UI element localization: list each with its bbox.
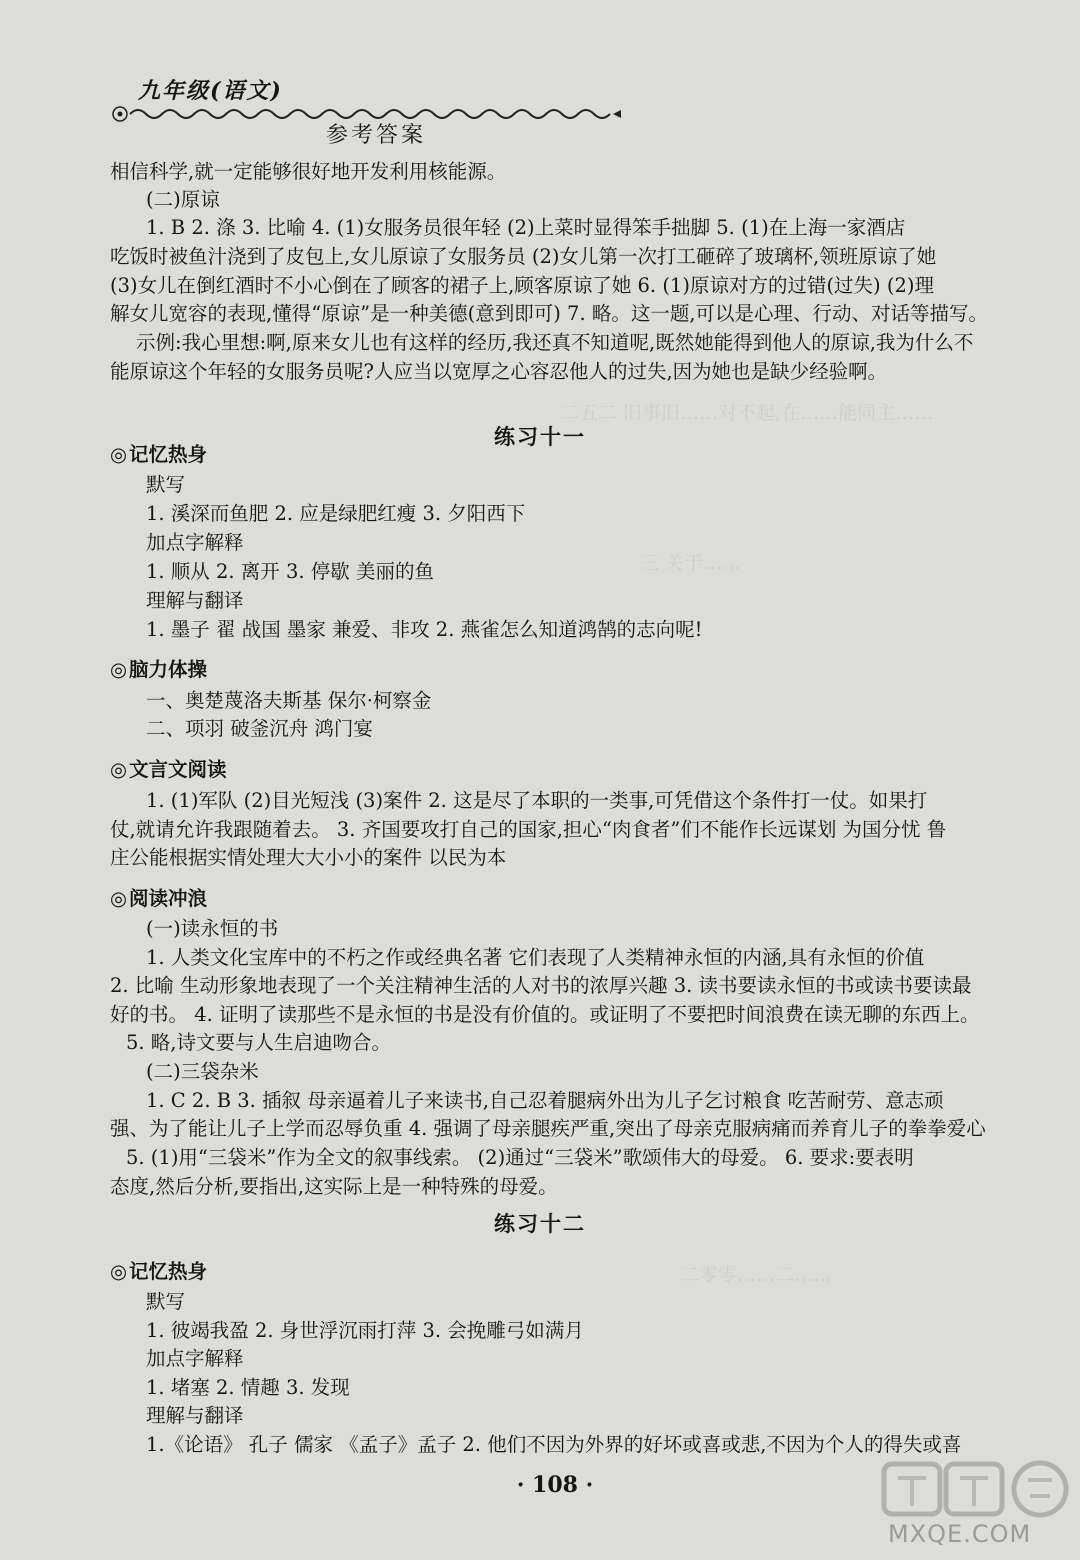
text-line: 1. 堵塞 2. 情趣 3. 发现	[146, 1376, 350, 1399]
section-heading	[110, 884, 207, 914]
exercise-title: 练习十二	[494, 1212, 586, 1236]
text-line: (3)女儿在倒红酒时不小心倒在了顾客的裙子上,顾客原谅了她 6. (1)原谅对方的过错(过失) (2)理	[110, 274, 934, 297]
section-heading	[110, 755, 227, 785]
section-heading	[110, 1257, 207, 1287]
section-heading-label: 脑力体操	[129, 658, 208, 681]
text-line: 庄公能根据实情处理大大小小的案件 以民为本	[110, 846, 507, 869]
bullet-icon: ◎	[110, 443, 128, 466]
section-title: 参考答案	[326, 123, 427, 148]
text-line: 解女儿宽容的表现,懂得“原谅”是一种美德(意到即可) 7. 略。这一题,可以是心理、行动、对话等描写。	[110, 302, 989, 325]
grade-label: 九年级(语文)	[138, 78, 283, 104]
section-heading-label: 阅读冲浪	[129, 887, 208, 910]
text-line: 强、为了能让儿子上学而忍辱负重 4. 强调了母亲腿疾严重,突出了母亲克服病痛而养育儿子的拳拳爱心	[110, 1117, 986, 1140]
exercise-title: 练习十一	[494, 425, 586, 449]
section-heading-label: 记忆热身	[129, 1260, 208, 1283]
sub-label: 加点字解释	[146, 1347, 244, 1370]
sub-label: 理解与翻译	[146, 1404, 244, 1427]
sub-label: 加点字解释	[146, 531, 244, 554]
text-line: 态度,然后分析,要指出,这实际上是一种特殊的母爱。	[110, 1175, 558, 1198]
text-line: 示例:我心里想:啊,原来女儿也有这样的经历,我还真不知道呢,既然她能得到他人的原谅,我为什么不	[136, 331, 974, 354]
watermark-text: MXQE.COM	[888, 1520, 1032, 1548]
bullet-icon: ◎	[110, 658, 128, 681]
text-line: 1. 彼竭我盈 2. 身世浮沉雨打萍 3. 会挽雕弓如满月	[146, 1319, 584, 1342]
page-header	[108, 72, 628, 152]
text-line: 仗,就请允许我跟随着去。 3. 齐国要攻打自己的国家,担心“肉食者”们不能作长远谋划 为国分忧 鲁	[110, 818, 947, 841]
text-line: 1. 墨子 翟 战国 墨家 兼爱、非攻 2. 燕雀怎么知道鸿鹄的志向呢!	[146, 618, 703, 641]
text-line: 5. 略,诗文要与人生启迪吻合。	[126, 1031, 392, 1054]
text-line: 5. (1)用“三袋米”作为全文的叙事线索。 (2)通过“三袋米”歌颂伟大的母爱。 6. 要求:要表明	[126, 1146, 914, 1169]
text-line: 二、项羽 破釜沉舟 鸿门宴	[146, 717, 373, 740]
bullet-icon: ◎	[110, 887, 128, 910]
section-heading	[110, 655, 207, 685]
subsection-title: (二)原谅	[146, 188, 220, 211]
sub-label: 默写	[146, 473, 186, 496]
text-line: 1. 顺从 2. 离开 3. 停歇 美丽的鱼	[146, 560, 435, 583]
text-line: 1. C 2. B 3. 插叙 母亲逼着儿子来读书,自己忍着腿病外出为儿子乞讨粮食 吃苦耐劳、意志顽	[146, 1089, 944, 1112]
sub-label: 默写	[146, 1290, 186, 1313]
text-line: 吃饭时被鱼汁浇到了皮包上,女儿原谅了女服务员 (2)女儿第一次打工砸碎了玻璃杯,领班原谅了她	[110, 245, 937, 268]
text-line: 一、奥楚蔑洛夫斯基 保尔·柯察金	[146, 689, 432, 712]
document-page: 二五二 旧事旧……对不起,在……能同主…… 三 关于…… 二零零……二…… 九年级(语文) 参考答案 相信科学,就一定能够很好地开发利用核能源。 (二)原谅 1. B 2. 涤 3. 比喻 4. (1)女服务员很年轻 (2)上菜时显得笨手拙脚 5. (1)在上海一家酒店 吃饭时被鱼汁浇到了皮包上,女儿原谅了女服务员 (2)女儿第一次打工砸碎了玻璃杯,领班原谅了她 (3)女儿在倒红酒时不小心倒在了顾客的裙子上,顾客原谅了她 6. (1)原谅对方的过错(过失) (2)理 解女儿宽容的表现,懂得“原谅”是一种美德(意到即可) 7. 略。这一题,可以是心理、行动、对话等描写。 示例:我心里想:啊,原来女儿也有这样的经历,我还真不知道呢,既然她能得到他人的原谅,我为什么不 能原谅这个年轻的女服务员呢?人应当以宽厚之心容忍他人的过失,因为她也是缺少经验啊。 练习十一 ◎ 记忆热身 默写 1. 溪深而鱼肥 2. 应是绿肥红瘦 3. 夕阳西下 加点字解释 1. 顺从 2. 离开 3. 停歇 美丽的鱼 理解与翻译 1. 墨子 翟 战国 墨家 兼爱、非攻 2. 燕雀怎么知道鸿鹄的志向呢! ◎ 脑力体操 一、奥楚蔑洛夫斯基 保尔·柯察金 二、项羽 破釜沉舟 鸿门宴 ◎ 文言文阅读 1. (1)军队 (2)目光短浅 (3)案件 2. 这是尽了本职的一类事,可凭借这个条件打一仗。如果打 仗,就请允许我跟随着去。 3. 齐国要攻打自己的国家,担心“肉食者”们不能作长远谋划 为国分忧 鲁 庄公能根据实情处理大大小小的案件 以民为本 ◎ 阅读冲浪 (一)读永恒的书 1. 人类文化宝库中的不朽之作或经典名著 它们表现了人类精神永恒的内涵,具有永恒的价值 2. 比喻 生动形象地表现了一个关注精神生活的人对书的浓厚兴趣 3. 读书要读永恒的书或读书要读最 好的书。 4. 证明了读那些不是永恒的书是没有价值的。或证明了不要把时间浪费在读无聊的东西上。 5. 略,诗文要与人生启迪吻合。 (二)三袋杂米 1. C 2. B 3. 插叙 母亲逼着儿子来读书,自己忍着腿病外出为儿子乞讨粮食 吃苦耐劳、意志顽 强、为了能让儿子上学而忍辱负重 4. 强调了母亲腿疾严重,突出了母亲克服病痛而养育儿子的拳拳爱心 5. (1)用“三袋米”作为全文的叙事线索。 (2)通过“三袋米”歌颂伟大的母爱。 6. 要求:要表明 态度,然后分析,要指出,这实际上是一种特殊的母爱。 练习十二 ◎ 记忆热身 默写 1. 彼竭我盈 2. 身世浮沉雨打萍 3. 会挽雕弓如满月 加点字解释 1. 堵塞 2. 情趣 3. 发现 理解与翻译 1.《论语》 孔子 儒家 《孟子》孟子 2. 他们不因为外界的好坏或喜或悲,不因为个人的得失或喜 · 108 · MXQE.COM	[0, 0, 1080, 1560]
text-line: 1. 人类文化宝库中的不朽之作或经典名著 它们表现了人类精神永恒的内涵,具有永恒的价值	[146, 946, 925, 969]
section-heading	[110, 440, 207, 470]
text-line: 1. B 2. 涤 3. 比喻 4. (1)女服务员很年轻 (2)上菜时显得笨手拙脚 5. (1)在上海一家酒店	[146, 216, 906, 239]
section-heading-label: 记忆热身	[129, 443, 208, 466]
text-line: 2. 比喻 生动形象地表现了一个关注精神生活的人对书的浓厚兴趣 3. 读书要读永恒的书或读书要读最	[110, 974, 972, 997]
text-line: 1.《论语》 孔子 儒家 《孟子》孟子 2. 他们不因为外界的好坏或喜或悲,不因为个人的得失或喜	[146, 1433, 962, 1456]
subsection-title: (一)读永恒的书	[146, 917, 279, 940]
text-line: 相信科学,就一定能够很好地开发利用核能源。	[110, 160, 507, 183]
subsection-title: (二)三袋杂米	[146, 1060, 259, 1083]
text-line: 好的书。 4. 证明了读那些不是永恒的书是没有价值的。或证明了不要把时间浪费在读无聊的东西上。	[110, 1003, 980, 1026]
bullet-icon: ◎	[110, 1260, 128, 1283]
text-line: 1. (1)军队 (2)目光短浅 (3)案件 2. 这是尽了本职的一类事,可凭借这个条件打一仗。如果打	[146, 789, 928, 812]
text-line: 1. 溪深而鱼肥 2. 应是绿肥红瘦 3. 夕阳西下	[146, 502, 526, 525]
sub-label: 理解与翻译	[146, 589, 244, 612]
section-heading-label: 文言文阅读	[129, 758, 227, 781]
text-line: 能原谅这个年轻的女服务员呢?人应当以宽厚之心容忍他人的过失,因为她也是缺少经验啊。	[110, 360, 888, 383]
bullet-icon: ◎	[110, 758, 128, 781]
page-number: · 108 ·	[516, 1472, 594, 1498]
